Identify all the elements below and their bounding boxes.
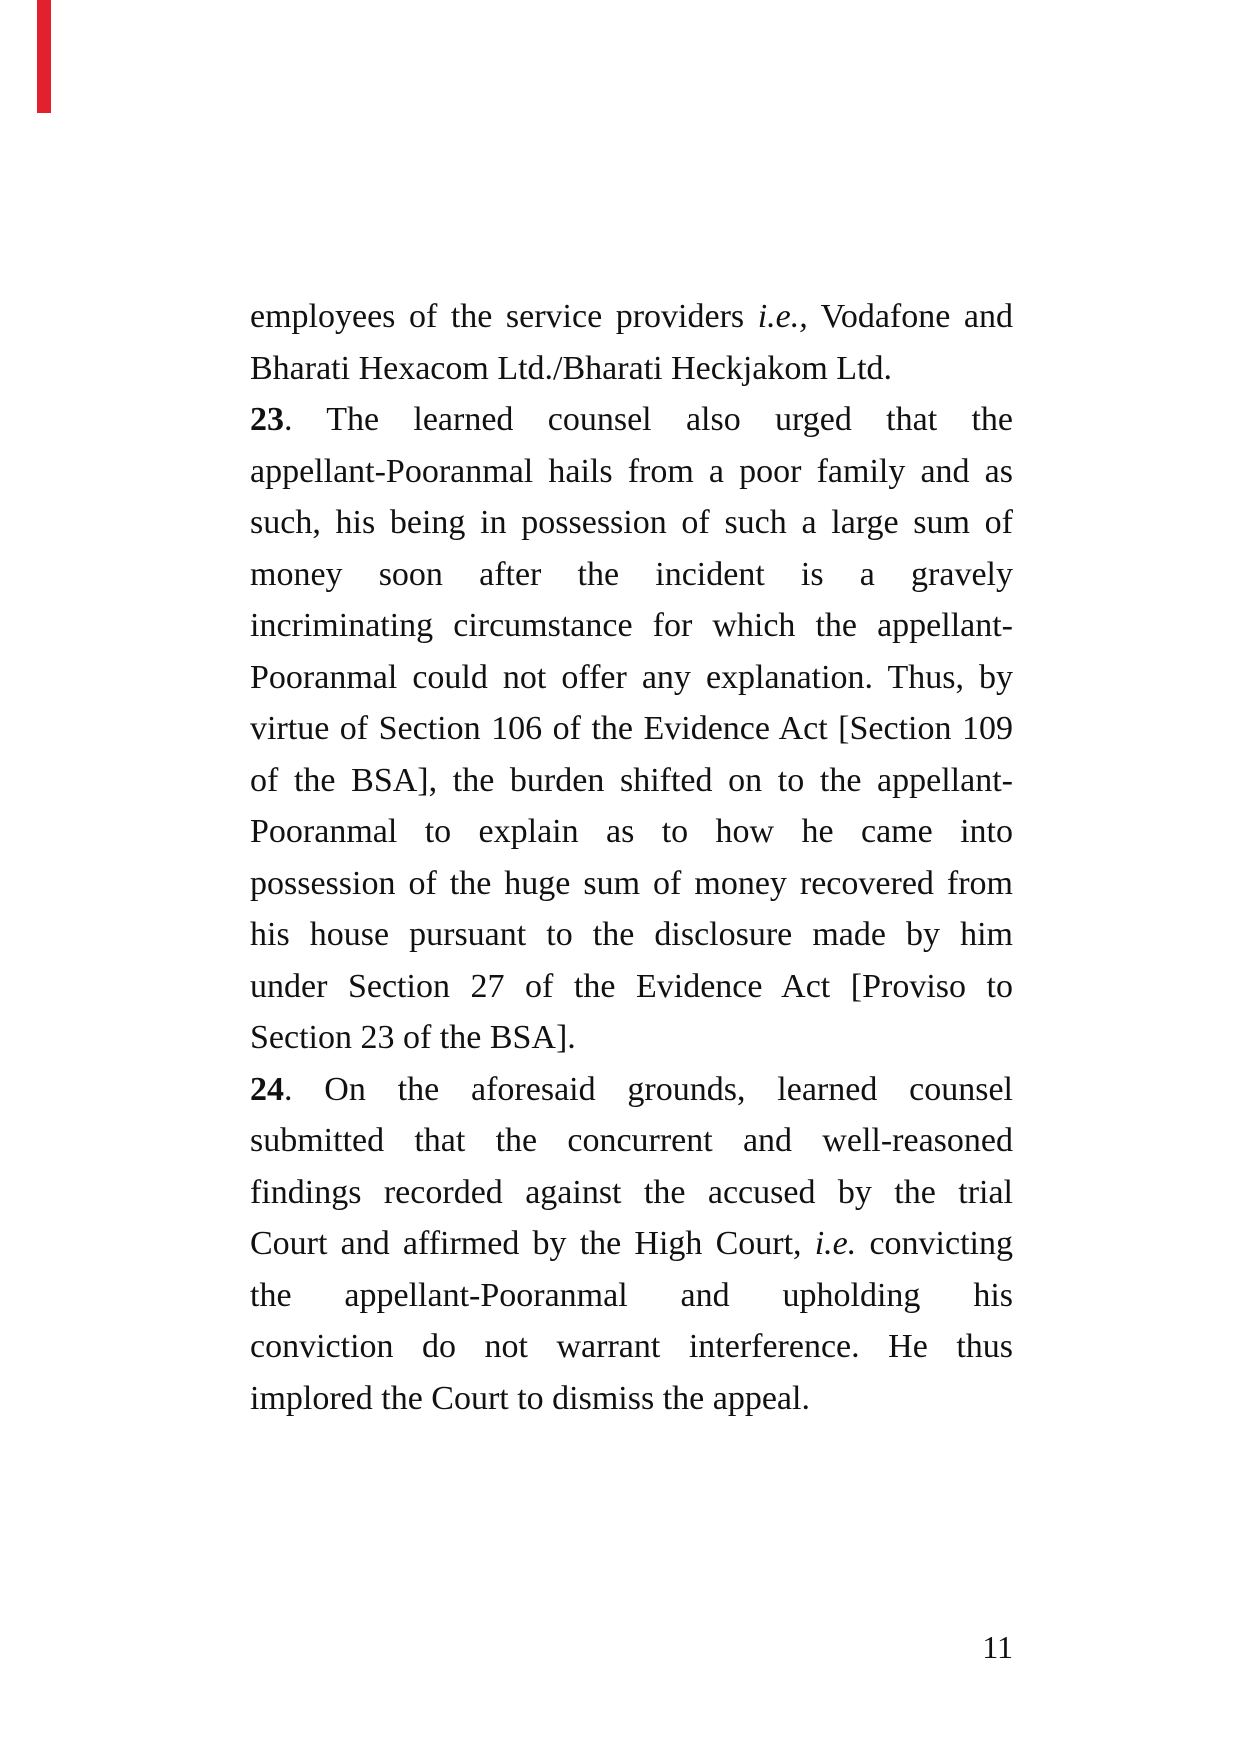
text-line: appellant-Pooranmal hails from a poor family and as	[250, 452, 1013, 490]
text-line: 24. On the aforesaid grounds, learned counsel	[250, 1070, 1013, 1108]
text-line: such, his being in possession of such a large sum of	[250, 504, 1013, 541]
text-line: findings recorded against the accused by the trial	[250, 1173, 1013, 1211]
text-line: under Section 27 of the Evidence Act [Proviso to	[250, 967, 1013, 1005]
text-line: his house pursuant to the disclosure made by him	[250, 916, 1013, 953]
page-number: 11	[982, 1629, 1013, 1665]
red-margin-marker	[37, 0, 51, 113]
text-line: incriminating circumstance for which the appellant-	[250, 607, 1013, 644]
text-line: possession of the huge sum of money recovered from	[250, 864, 1013, 902]
text-line: submitted that the concurrent and well-reasoned	[250, 1122, 1013, 1159]
text-line: 23. The learned counsel also urged that the	[250, 401, 1013, 438]
text-line: money soon after the incident is a gravely	[250, 555, 1013, 593]
text-line: Bharati Hexacom Ltd./Bharati Heckjakom Ltd.	[250, 349, 893, 387]
text-line: employees of the service providers i.e., Vodafone and	[250, 298, 1013, 335]
text-line: of the BSA], the burden shifted on to the appellant-	[250, 761, 1013, 799]
text-line: the appellant-Pooranmal and upholding his	[250, 1276, 1013, 1314]
text-line: Court and affirmed by the High Court, i.e. convicting	[250, 1225, 1013, 1262]
text-line: virtue of Section 106 of the Evidence Act [Section 109	[250, 710, 1013, 747]
text-line: Pooranmal to explain as to how he came into	[250, 813, 1013, 850]
text-line: Section 23 of the BSA].	[250, 1019, 576, 1056]
text-line: Pooranmal could not offer any explanation. Thus, by	[250, 658, 1013, 696]
text-block	[250, 291, 1013, 1424]
text-line: conviction do not warrant interference. He thus	[250, 1328, 1013, 1365]
text-line: implored the Court to dismiss the appeal.	[250, 1379, 810, 1417]
